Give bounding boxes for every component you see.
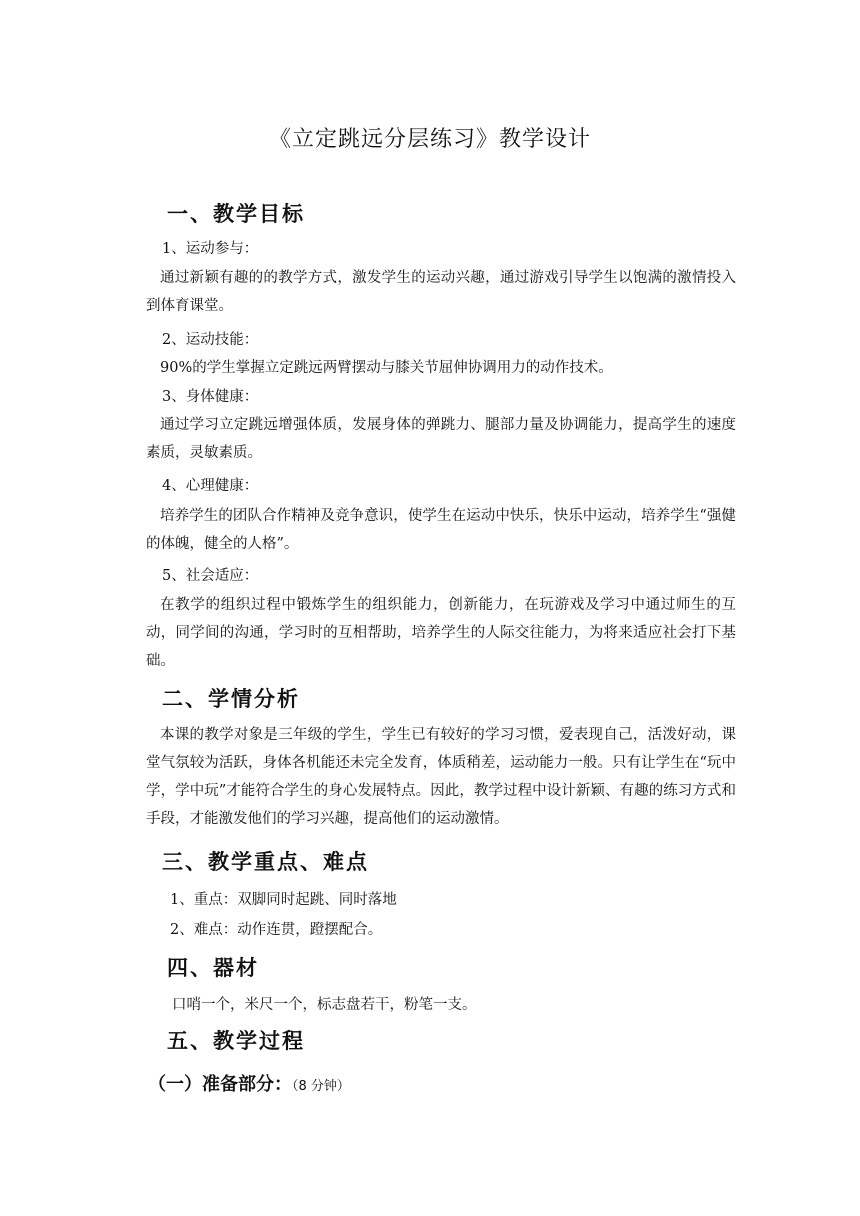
objective-label-1: 1、运动参与： (162, 241, 259, 257)
section-heading-analysis: 二、学情分析 (162, 687, 300, 711)
section-heading-objectives: 一、教学目标 (167, 202, 305, 226)
objective-label-5: 5、社会适应： (162, 568, 259, 584)
subsection-preparation-duration: （8 分钟） (292, 1079, 350, 1094)
objective-text-3: 通过学习立定跳远增强体质，发展身体的弹跳力、腿部力量及协调能力，提高学生的速度素质，灵敏素质。 (146, 417, 736, 461)
section-heading-process: 五、教学过程 (167, 1029, 305, 1053)
objective-text-2: 90%的学生掌握立定跳远两臂摆动与膝关节屈伸协调用力的动作技术。 (160, 360, 613, 376)
objective-text-4: 培养学生的团队合作精神及竞争意识，使学生在运动中快乐，快乐中运动，培养学生“强健的体魄，健全的人格”。 (146, 508, 736, 552)
objective-label-2: 2、运动技能： (162, 332, 259, 348)
difficulty-line: 2、难点：动作连贯，蹬摆配合。 (170, 922, 383, 938)
objective-label-3: 3、身体健康： (162, 389, 259, 405)
section-heading-key-points: 三、教学重点、难点 (162, 850, 369, 874)
objective-text-5: 在教学的组织过程中锻炼学生的组织能力，创新能力，在玩游戏及学习中通过师生的互动，同学间的沟通，学习时的互相帮助，培养学生的人际交往能力，为将来适应社会打下基础。 (146, 597, 736, 669)
document-title: 《立定跳远分层练习》教学设计 (268, 127, 591, 152)
objective-text-1: 通过新颖有趣的的教学方式，激发学生的运动兴趣，通过游戏引导学生以饱满的激情投入到体育课堂。 (146, 270, 736, 314)
subsection-preparation (148, 1070, 350, 1096)
section-heading-equipment: 四、器材 (167, 956, 259, 980)
key-point-line: 1、重点：双脚同时起跳、同时落地 (170, 892, 397, 908)
objective-label-4: 4、心理健康： (162, 478, 259, 494)
equipment-text: 口哨一个，米尺一个，标志盘若干，粉笔一支。 (172, 997, 477, 1013)
analysis-text: 本课的教学对象是三年级的学生，学生已有较好的学习习惯，爱表现自己，活泼好动，课堂气氛较为活跃，身体各机能还未完全发育，体质稍差，运动能力一般。只有让学生在“玩中学，学中玩”才能符合学生的身心发展特点。因此，教学过程中设计新颖、有趣的练习方式和手段，才能激发他们的学习兴趣，提高他们的运动激情。 (146, 727, 736, 827)
subsection-preparation-title: （一）准备部分： (148, 1074, 292, 1095)
